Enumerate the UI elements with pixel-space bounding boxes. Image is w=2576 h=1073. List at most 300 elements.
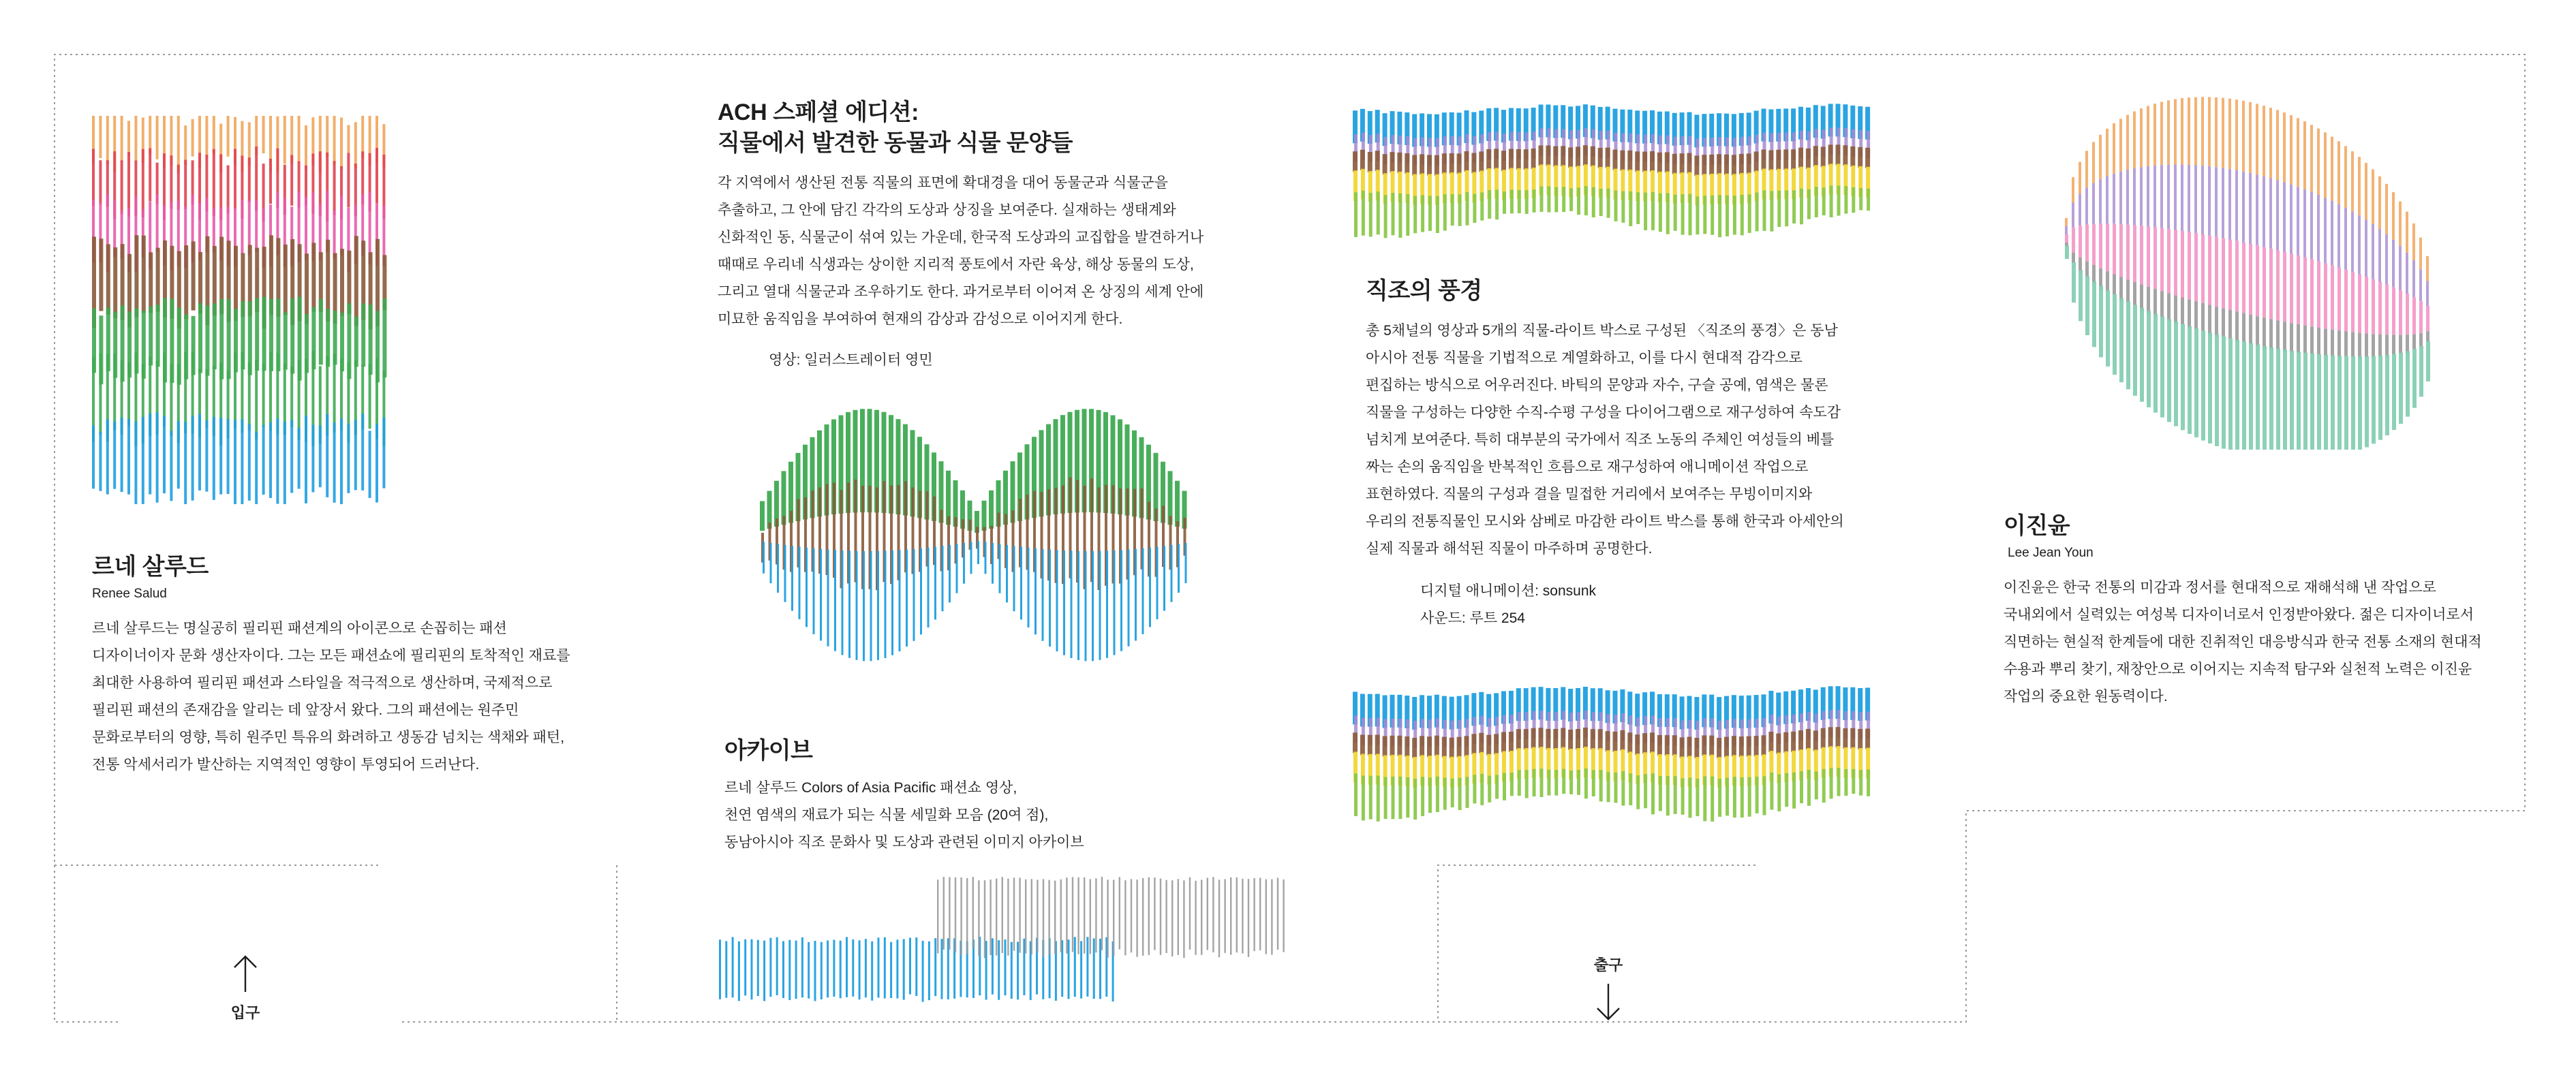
thread-stroke — [1375, 735, 1380, 756]
thread-stroke — [2160, 317, 2164, 418]
thread-stroke — [1353, 151, 1358, 172]
thread-stroke — [2269, 319, 2273, 349]
thread-stroke — [1539, 728, 1544, 748]
thread-stroke — [1852, 769, 1855, 794]
thread-stroke — [2065, 218, 2068, 226]
thread-stroke — [1762, 735, 1766, 756]
thread-stroke — [1383, 736, 1387, 757]
thread-stroke — [2317, 328, 2320, 355]
thread-stroke — [1525, 770, 1529, 798]
thread-stroke — [1405, 153, 1409, 174]
text-line: 천연 염색의 재료가 되는 식물 세밀화 모음 (20여 점), — [724, 807, 1049, 823]
thread-stroke — [2290, 323, 2293, 352]
thread-stroke — [978, 880, 979, 956]
thread-stroke — [2310, 326, 2314, 354]
thread-stroke — [1621, 771, 1625, 806]
thread-stroke — [1518, 190, 1521, 213]
thread-stroke — [1813, 730, 1818, 751]
thread-stroke — [1836, 727, 1841, 747]
thread-stroke — [305, 253, 309, 324]
thread-stroke — [1613, 732, 1618, 752]
thread-stroke — [1629, 773, 1632, 805]
thread-stroke — [255, 360, 258, 439]
thread-stroke — [1450, 738, 1454, 758]
text-line: 표현하였다. 직물의 구성과 결을 밀접한 거리에서 보여주는 무빙이미지와 — [1366, 486, 1813, 502]
thread-stroke — [2208, 97, 2211, 166]
thread-stroke — [1642, 152, 1647, 172]
thread-stroke — [1101, 877, 1103, 950]
text-line: 짜는 손의 움직임을 반복적인 흐름으로 재구성하여 애니메이션 작업으로 — [1366, 458, 1809, 475]
thread-stroke — [1822, 769, 1826, 803]
thread-stroke — [2263, 247, 2266, 318]
thread-stroke — [1005, 939, 1007, 995]
thread-stroke — [2153, 314, 2158, 413]
thread-stroke — [1807, 770, 1811, 806]
thread-stroke — [234, 353, 236, 429]
thread-stroke — [2072, 253, 2075, 263]
thread-stroke — [2113, 224, 2116, 275]
thread-stroke — [1762, 150, 1766, 170]
thread-stroke — [2201, 166, 2204, 234]
thread-stroke — [1606, 731, 1610, 751]
thread-stroke — [1798, 148, 1803, 168]
thread-stroke — [2133, 112, 2136, 169]
thread-stroke — [1369, 776, 1373, 820]
thread-stroke — [1178, 879, 1179, 955]
thread-stroke — [205, 116, 208, 159]
thread-stroke — [305, 416, 307, 503]
thread-stroke — [1806, 149, 1811, 169]
thread-stroke — [1776, 150, 1781, 170]
thread-stroke — [1821, 728, 1826, 749]
thread-stroke — [884, 937, 886, 999]
ach-description — [718, 170, 1203, 333]
thread-stroke — [2378, 229, 2381, 281]
thread-stroke — [1428, 777, 1432, 813]
thread-stroke — [1156, 547, 1159, 619]
thread-stroke — [241, 200, 243, 253]
thread-stroke — [2222, 98, 2224, 168]
thread-stroke — [784, 545, 786, 602]
thread-stroke — [2228, 169, 2231, 239]
thread-stroke — [1107, 880, 1108, 957]
thread-stroke — [1354, 773, 1358, 816]
thread-stroke — [1085, 551, 1087, 661]
thread-stroke — [127, 362, 130, 426]
thread-stroke — [1421, 777, 1424, 816]
thread-stroke — [1119, 877, 1120, 949]
thread-stroke — [1518, 770, 1521, 796]
thread-stroke — [1114, 550, 1116, 655]
thread-stroke — [2263, 106, 2265, 176]
thread-stroke — [2385, 184, 2388, 234]
thread-stroke — [2303, 121, 2306, 189]
thread-stroke — [2337, 204, 2340, 268]
thread-stroke — [1650, 151, 1655, 172]
thread-stroke — [2344, 146, 2347, 208]
thread-stroke — [1598, 729, 1603, 749]
ach-title-line: 직물에서 발견한 동물과 식물 문양들 — [718, 129, 1073, 156]
thread-stroke — [2133, 282, 2136, 305]
thread-stroke — [2385, 285, 2389, 335]
thread-stroke — [2392, 287, 2395, 335]
thread-stroke — [156, 116, 159, 159]
thread-stroke — [1620, 151, 1625, 171]
arrow-down-icon — [1595, 981, 1622, 1022]
thread-stroke — [1443, 778, 1447, 810]
thread-stroke — [1077, 877, 1079, 954]
thread-stroke — [1651, 773, 1655, 814]
thread-stroke — [326, 414, 328, 497]
thread-stroke — [1375, 151, 1380, 171]
thread-stroke — [262, 297, 266, 371]
thread-stroke — [1770, 191, 1773, 232]
thread-stroke — [992, 543, 994, 584]
text-line: 각 지역에서 생산된 전통 직물의 표면에 확대경을 대어 동물군과 식물군을 — [718, 174, 1169, 191]
text-line: 동남아시아 직조 문화사 및 도상과 관련된 이미지 아카이브 — [724, 834, 1084, 850]
thread-stroke — [2249, 244, 2252, 315]
thread-stroke — [1859, 188, 1862, 211]
thread-stroke — [1031, 879, 1032, 954]
thread-stroke — [2140, 285, 2143, 311]
text-line: 최대한 사용하여 필리핀 패션과 스타일을 적극적으로 생산하며, 국제적으로 — [92, 674, 553, 691]
thread-stroke — [1666, 193, 1670, 234]
thread-stroke — [2283, 322, 2286, 352]
thread-stroke — [347, 424, 350, 493]
thread-stroke — [982, 501, 987, 531]
thread-stroke — [1406, 777, 1409, 818]
ach-title-line: ACH 스페셜 에디션: — [718, 99, 919, 125]
thread-stroke — [2242, 101, 2245, 172]
thread-stroke — [205, 306, 209, 376]
thread-stroke — [1525, 190, 1529, 214]
thread-stroke — [1613, 150, 1618, 170]
thread-stroke — [2201, 330, 2205, 440]
thread-stroke — [2317, 262, 2320, 328]
thread-stroke — [1218, 880, 1220, 957]
thread-stroke — [956, 544, 958, 593]
thread-stroke — [2126, 170, 2129, 225]
thread-stroke — [1479, 733, 1484, 753]
thread-stroke — [113, 422, 116, 489]
thread-stroke — [1844, 186, 1847, 213]
thread-stroke — [1080, 941, 1082, 998]
thread-stroke — [2160, 102, 2163, 166]
thread-stroke — [1828, 144, 1833, 165]
thread-stroke — [2351, 151, 2354, 212]
thread-stroke — [1451, 194, 1454, 226]
thread-stroke — [354, 122, 357, 168]
thread-stroke — [2201, 303, 2205, 331]
thread-stroke — [937, 880, 938, 953]
thread-stroke — [2113, 294, 2117, 375]
thread-stroke — [827, 550, 829, 647]
thread-stroke — [2201, 234, 2205, 303]
thread-stroke — [2392, 192, 2395, 240]
thread-stroke — [1561, 728, 1565, 749]
thread-stroke — [184, 245, 188, 319]
thread-stroke — [1599, 770, 1603, 801]
thread-stroke — [2310, 260, 2314, 327]
thread-stroke — [2153, 104, 2156, 166]
thread-stroke — [2249, 315, 2252, 344]
thread-stroke — [1242, 879, 1243, 954]
archive-description — [724, 775, 1084, 856]
thread-stroke — [744, 939, 746, 996]
thread-stroke — [2392, 240, 2395, 287]
thread-stroke — [725, 941, 727, 997]
thread-stroke — [1822, 187, 1826, 215]
thread-stroke — [2269, 178, 2272, 249]
thread-stroke — [2215, 97, 2218, 167]
thread-stroke — [1353, 732, 1358, 753]
thread-stroke — [2140, 226, 2143, 284]
thread-stroke — [1095, 878, 1097, 952]
thread-stroke — [2085, 276, 2089, 335]
thread-stroke — [2263, 346, 2267, 450]
thread-stroke — [2174, 99, 2177, 165]
thread-stroke — [2426, 256, 2429, 281]
thread-stroke — [1516, 149, 1521, 170]
thread-stroke — [1207, 878, 1208, 950]
thread-stroke — [347, 153, 350, 208]
thread-stroke — [241, 419, 243, 504]
thread-stroke — [298, 116, 301, 163]
thread-stroke — [963, 543, 965, 584]
thread-stroke — [2256, 174, 2258, 245]
thread-stroke — [1859, 770, 1862, 796]
thread-stroke — [1709, 155, 1714, 175]
thread-stroke — [106, 116, 109, 165]
thread-stroke — [1148, 877, 1150, 955]
thread-stroke — [1451, 779, 1454, 807]
thread-stroke — [1792, 773, 1796, 809]
thread-stroke — [2106, 271, 2109, 291]
thread-stroke — [1830, 185, 1833, 217]
thread-stroke — [1562, 187, 1565, 212]
thread-stroke — [1694, 738, 1699, 758]
thread-stroke — [1642, 733, 1647, 753]
thread-stroke — [1666, 776, 1670, 815]
thread-stroke — [92, 149, 95, 206]
thread-stroke — [922, 941, 924, 1002]
thread-stroke — [1397, 153, 1402, 173]
thread-stroke — [1672, 154, 1677, 174]
thread-stroke — [1607, 189, 1610, 218]
lee-textile-graphic — [2051, 95, 2447, 450]
thread-stroke — [156, 194, 159, 252]
text-line: 직물을 구성하는 다양한 수직-수평 구성을 다이어그램으로 재구성하여 속도감 — [1366, 404, 1841, 420]
thread-stroke — [2358, 215, 2361, 274]
thread-stroke — [1420, 736, 1424, 756]
thread-stroke — [1072, 877, 1073, 952]
thread-stroke — [2085, 262, 2089, 277]
thread-stroke — [1427, 155, 1432, 175]
thread-stroke — [2235, 99, 2238, 170]
thread-stroke — [1392, 777, 1395, 820]
thread-stroke — [1495, 189, 1499, 219]
thread-stroke — [1806, 729, 1811, 749]
thread-stroke — [1620, 730, 1625, 751]
thread-stroke — [2222, 168, 2224, 238]
thread-stroke — [2174, 296, 2177, 324]
thread-stroke — [2140, 308, 2144, 402]
thread-stroke — [2331, 266, 2334, 330]
thread-stroke — [2283, 112, 2286, 182]
text-line: 문화로부터의 영향, 특히 원주민 특유의 화려하고 생동감 넘치는 색채와 패턴, — [92, 729, 565, 745]
thread-stroke — [1607, 772, 1610, 802]
thread-stroke — [2106, 176, 2109, 224]
thread-stroke — [2276, 349, 2280, 450]
thread-stroke — [1732, 736, 1736, 756]
thread-stroke — [283, 422, 286, 504]
thread-stroke — [1028, 548, 1030, 627]
thread-stroke — [2153, 166, 2156, 228]
thread-stroke — [375, 424, 378, 502]
thread-stroke — [814, 941, 816, 1001]
thread-stroke — [903, 939, 905, 999]
thread-stroke — [1421, 195, 1424, 232]
thread-stroke — [1724, 155, 1729, 175]
thread-stroke — [984, 880, 985, 958]
thread-stroke — [2297, 118, 2299, 187]
thread-stroke — [1043, 879, 1044, 957]
thread-stroke — [1195, 881, 1196, 955]
thread-stroke — [941, 939, 943, 999]
thread-stroke — [806, 548, 808, 627]
thread-stroke — [1074, 937, 1076, 997]
thread-stroke — [1644, 774, 1647, 808]
thread-stroke — [1068, 939, 1070, 999]
thread-stroke — [1837, 768, 1841, 796]
thread-stroke — [184, 160, 187, 209]
thread-stroke — [820, 549, 822, 641]
thread-stroke — [2412, 334, 2416, 349]
thread-stroke — [1726, 778, 1729, 816]
thread-stroke — [960, 877, 962, 955]
thread-stroke — [1533, 769, 1536, 796]
thread-stroke — [262, 364, 265, 427]
renee-name: 르네 살루드 — [92, 554, 209, 580]
thread-stroke — [2297, 255, 2300, 324]
thread-stroke — [1465, 151, 1469, 172]
thread-stroke — [2365, 334, 2368, 358]
thread-stroke — [2222, 337, 2226, 449]
thread-stroke — [2372, 356, 2376, 444]
thread-stroke — [2276, 110, 2279, 180]
thread-stroke — [1189, 877, 1191, 950]
thread-stroke — [1369, 193, 1373, 237]
thread-stroke — [1635, 734, 1640, 755]
thread-stroke — [846, 937, 848, 997]
thread-stroke — [1283, 880, 1284, 952]
thread-stroke — [1017, 942, 1019, 999]
thread-stroke — [2331, 137, 2333, 201]
thread-stroke — [890, 942, 892, 998]
thread-stroke — [2372, 279, 2375, 335]
thread-stroke — [1099, 551, 1101, 660]
thread-stroke — [1747, 153, 1751, 174]
thread-stroke — [719, 939, 721, 999]
text-line: 전통 악세서리가 발산하는 지역적인 영향이 투영되어 드러난다. — [92, 756, 480, 773]
thread-stroke — [1798, 730, 1803, 751]
thread-stroke — [776, 937, 778, 995]
thread-stroke — [170, 364, 172, 436]
thread-stroke — [2256, 345, 2260, 450]
thread-stroke — [1149, 548, 1151, 627]
thread-stroke — [142, 236, 146, 313]
archive-textile-graphic — [716, 875, 1288, 1005]
thread-stroke — [1836, 144, 1841, 165]
thread-stroke — [2365, 163, 2367, 220]
text-line: 넘치게 보여준다. 특히 대부분의 국가에서 직조 노동의 주체인 여성들의 베틀 — [1366, 431, 1835, 448]
thread-stroke — [1687, 737, 1692, 758]
thread-stroke — [227, 419, 230, 494]
thread-stroke — [1531, 149, 1536, 169]
thread-stroke — [319, 426, 322, 488]
thread-stroke — [2249, 343, 2253, 450]
thread-stroke — [2065, 226, 2068, 234]
thread-stroke — [1554, 770, 1558, 796]
thread-stroke — [191, 416, 194, 501]
text-line: 그리고 열대 식물군과 조우하기도 한다. 과거로부터 이어져 온 상징의 세계 안에 — [718, 283, 1204, 300]
thread-stroke — [311, 243, 316, 311]
thread-stroke — [113, 247, 117, 318]
thread-stroke — [2208, 166, 2211, 236]
thread-stroke — [2256, 316, 2259, 346]
thread-stroke — [2160, 165, 2163, 228]
thread-stroke — [1384, 195, 1387, 238]
thread-stroke — [1457, 737, 1462, 758]
thread-stroke — [1212, 877, 1214, 952]
thread-stroke — [213, 303, 217, 369]
thread-stroke — [2419, 346, 2423, 397]
thread-stroke — [1435, 736, 1439, 756]
weave-lightbox-graphic-bottom — [1349, 685, 1874, 831]
thread-stroke — [1629, 191, 1632, 226]
thread-stroke — [2133, 226, 2136, 283]
thread-stroke — [2181, 298, 2184, 325]
thread-stroke — [227, 299, 231, 379]
thread-stroke — [2147, 106, 2149, 166]
thread-stroke — [2235, 340, 2239, 450]
thread-stroke — [2153, 289, 2157, 316]
thread-stroke — [2133, 305, 2137, 396]
thread-stroke — [2099, 179, 2102, 223]
thread-stroke — [2181, 98, 2183, 165]
thread-stroke — [1025, 880, 1026, 954]
thread-stroke — [1733, 196, 1736, 234]
thread-stroke — [1435, 155, 1439, 176]
thread-stroke — [1635, 151, 1640, 172]
thread-stroke — [770, 543, 772, 583]
thread-stroke — [92, 426, 95, 489]
thread-stroke — [283, 312, 288, 369]
thread-stroke — [1473, 194, 1476, 223]
thread-stroke — [870, 551, 872, 661]
thread-stroke — [1510, 190, 1514, 214]
thread-stroke — [2406, 294, 2409, 335]
thread-stroke — [2269, 249, 2273, 319]
thread-stroke — [2290, 351, 2294, 450]
thread-stroke — [2092, 142, 2095, 183]
thread-stroke — [1360, 735, 1365, 756]
thread-stroke — [1792, 190, 1796, 223]
thread-stroke — [913, 549, 915, 641]
thread-stroke — [1598, 148, 1603, 168]
thread-stroke — [227, 116, 230, 157]
text-line: 실제 직물과 해석된 직물이 마주하며 공명한다. — [1366, 540, 1653, 557]
